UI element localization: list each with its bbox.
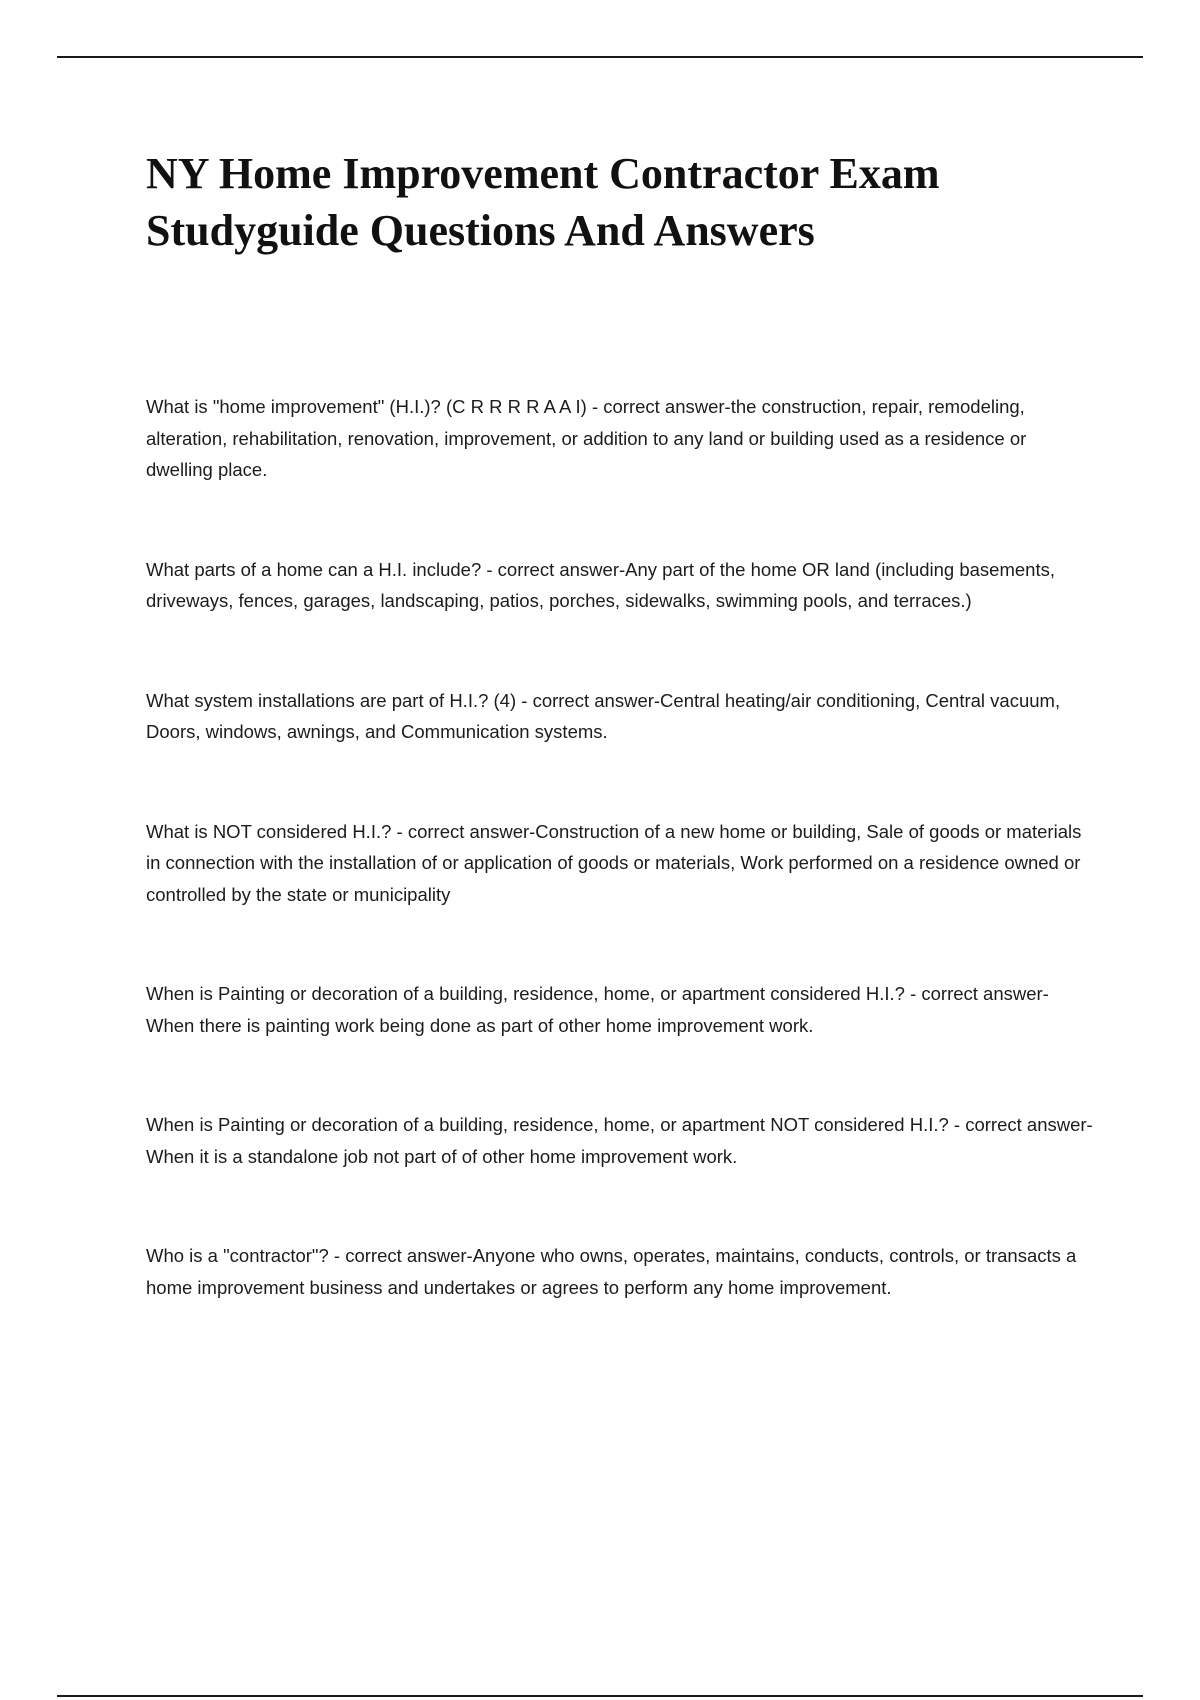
qa-item: Who is a "contractor"? - correct answer-Anyone who owns, operates, maintains, conducts, controls, or transacts a home improvement business and undertakes or agrees to perform any home improvement. [146,1245,1077,1298]
qa-item: What system installations are part of H.I.? (4) - correct answer-Central heating/air conditioning, Central vacuum, Doors, windows, awnings, and Communication systems. [146,689,1061,742]
qa-item: What is "home improvement" (H.I.)? (C R R R R A A I) - correct answer-the construction, repair, remodeling, alteration, rehabilitation, renovation, improvement, or addition to any land or building used as a residence or dwelling place. [146,396,1027,480]
qa-list [146,391,1096,1303]
top-rule [57,56,1143,58]
document-body [146,145,1096,1371]
bottom-rule [57,1695,1143,1697]
qa-item: What is NOT considered H.I.? - correct answer-Construction of a new home or building, Sale of goods or materials in connection with the installation of or application of goods or materials, Work performed on a residence owned or controlled by the state or municipality [146,820,1082,905]
document-title: NY Home Improvement Contractor Exam Studyguide Questions And Answers [146,149,940,255]
qa-item: When is Painting or decoration of a building, residence, home, or apartment considered H.I.? - correct answer-When there is painting work being done as part of other home improvement work. [146,983,1049,1036]
qa-item: What parts of a home can a H.I. include? - correct answer-Any part of the home OR land (including basements, driveways, fences, garages, landscaping, patios, porches, sidewalks, swimming pools, and terraces.) [146,558,1055,611]
qa-item: When is Painting or decoration of a building, residence, home, or apartment NOT considered H.I.? - correct answer-When it is a standalone job not part of of other home improvement work. [146,1114,1093,1167]
